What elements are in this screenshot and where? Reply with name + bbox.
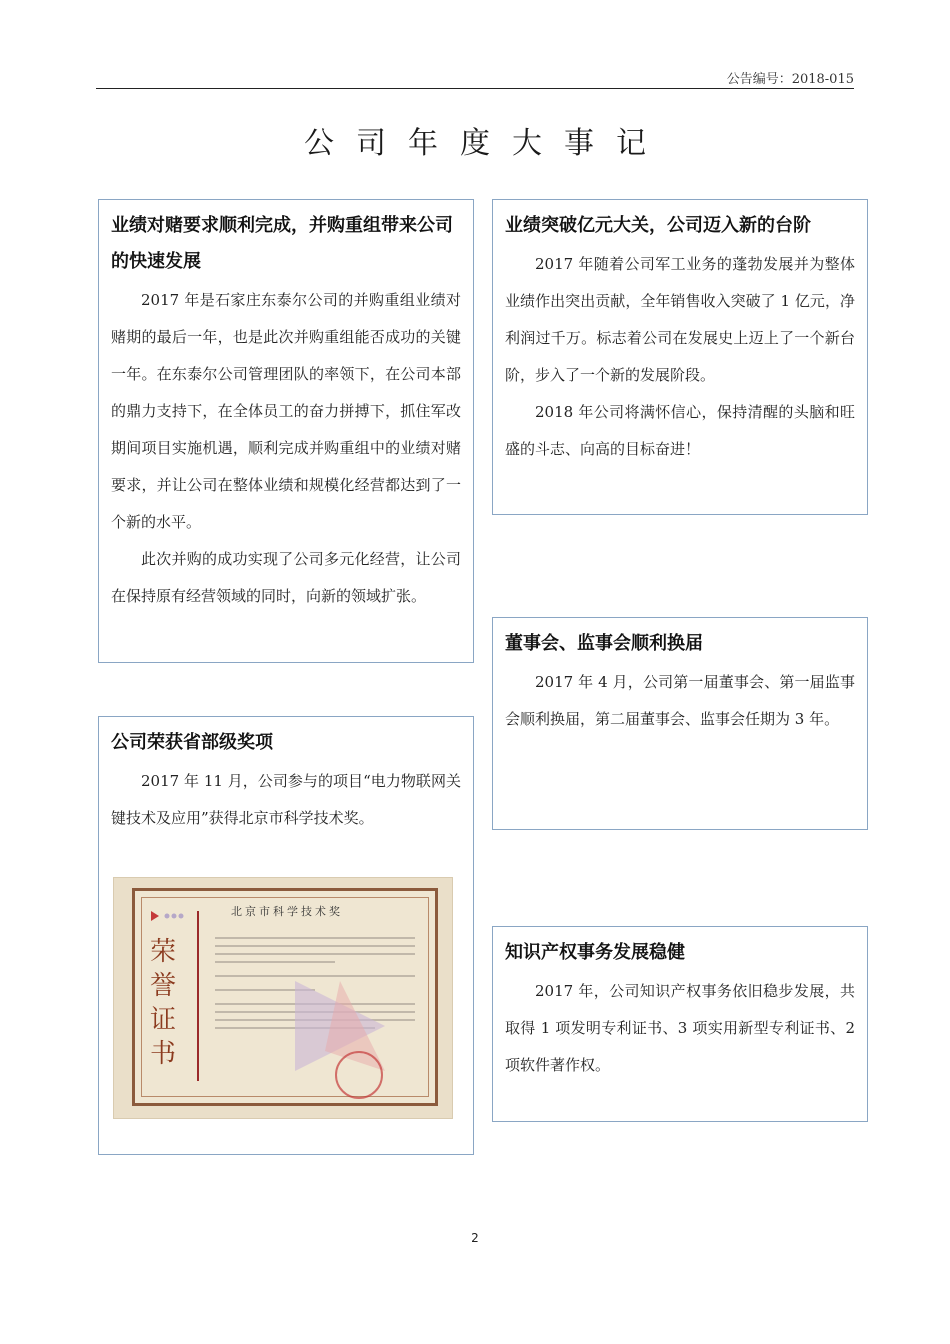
page-title: 公司年度大事记 — [304, 126, 668, 161]
event-paragraph: 2018 年公司将满怀信心，保持清醒的头脑和旺盛的斗志、向高的目标奋进！ — [505, 403, 855, 458]
event-card-performance-bet — [98, 199, 474, 663]
page-number: 2 — [471, 1231, 479, 1245]
announcement-number: 公告编号：2018-015 — [726, 72, 854, 87]
award-logo-icon — [149, 909, 189, 923]
event-paragraph: 2017 年 4 月，公司第一届董事会、第一届监事会顺利换届，第二届董事会、监事会任期为 3 年。 — [505, 673, 855, 728]
seal-icon — [335, 1051, 383, 1099]
event-heading: 业绩突破亿元大关，公司迈入新的台阶 — [505, 215, 811, 236]
event-heading: 知识产权事务发展稳健 — [505, 942, 685, 963]
event-card-board-election — [492, 617, 868, 830]
certificate-title: 北京市科学技术奖 — [231, 905, 343, 918]
event-paragraph: 2017 年是石家庄东泰尔公司的并购重组业绩对赌期的最后一年，也是此次并购重组能否成功的关键一年。在东泰尔公司管理团队的率领下，在公司本部的鼎力支持下，在全体员工的奋力拼搏下，抓住军改期间项目实施机遇，顺利完成并购重组中的业绩对赌要求，并让公司在整体业绩和规模化经营都达到了一个新的水平。 — [111, 291, 461, 531]
event-paragraph: 2017 年随着公司军工业务的蓬勃发展并为整体业绩作出突出贡献，全年销售收入突破了 1 亿元，净利润过千万。标志着公司在发展史上迈上了一个新台阶，步入了一个新的发展阶段。 — [505, 255, 855, 384]
certificate-side-text: 荣誉证书 — [149, 937, 176, 1069]
event-heading: 董事会、监事会顺利换届 — [505, 633, 703, 654]
event-heading: 公司荣获省部级奖项 — [111, 732, 273, 753]
event-heading: 业绩对赌要求顺利完成，并购重组带来公司的快速发展 — [111, 215, 453, 272]
event-card-intellectual-property — [492, 926, 868, 1122]
certificate-frame — [132, 888, 438, 1106]
honor-certificate-image — [113, 877, 453, 1119]
event-paragraph: 2017 年，公司知识产权事务依旧稳步发展，共取得 1 项发明专利证书、3 项实用新型专利证书、2 项软件著作权。 — [505, 982, 855, 1074]
event-card-award — [98, 716, 474, 1155]
header-divider — [96, 88, 854, 89]
certificate-divider — [197, 911, 199, 1081]
event-paragraph: 2017 年 11 月，公司参与的项目“电力物联网关键技术及应用”获得北京市科学技术奖。 — [111, 772, 461, 827]
event-paragraph: 此次并购的成功实现了公司多元化经营，让公司在保持原有经营领域的同时，向新的领域扩张。 — [111, 550, 461, 605]
event-card-revenue-milestone — [492, 199, 868, 515]
